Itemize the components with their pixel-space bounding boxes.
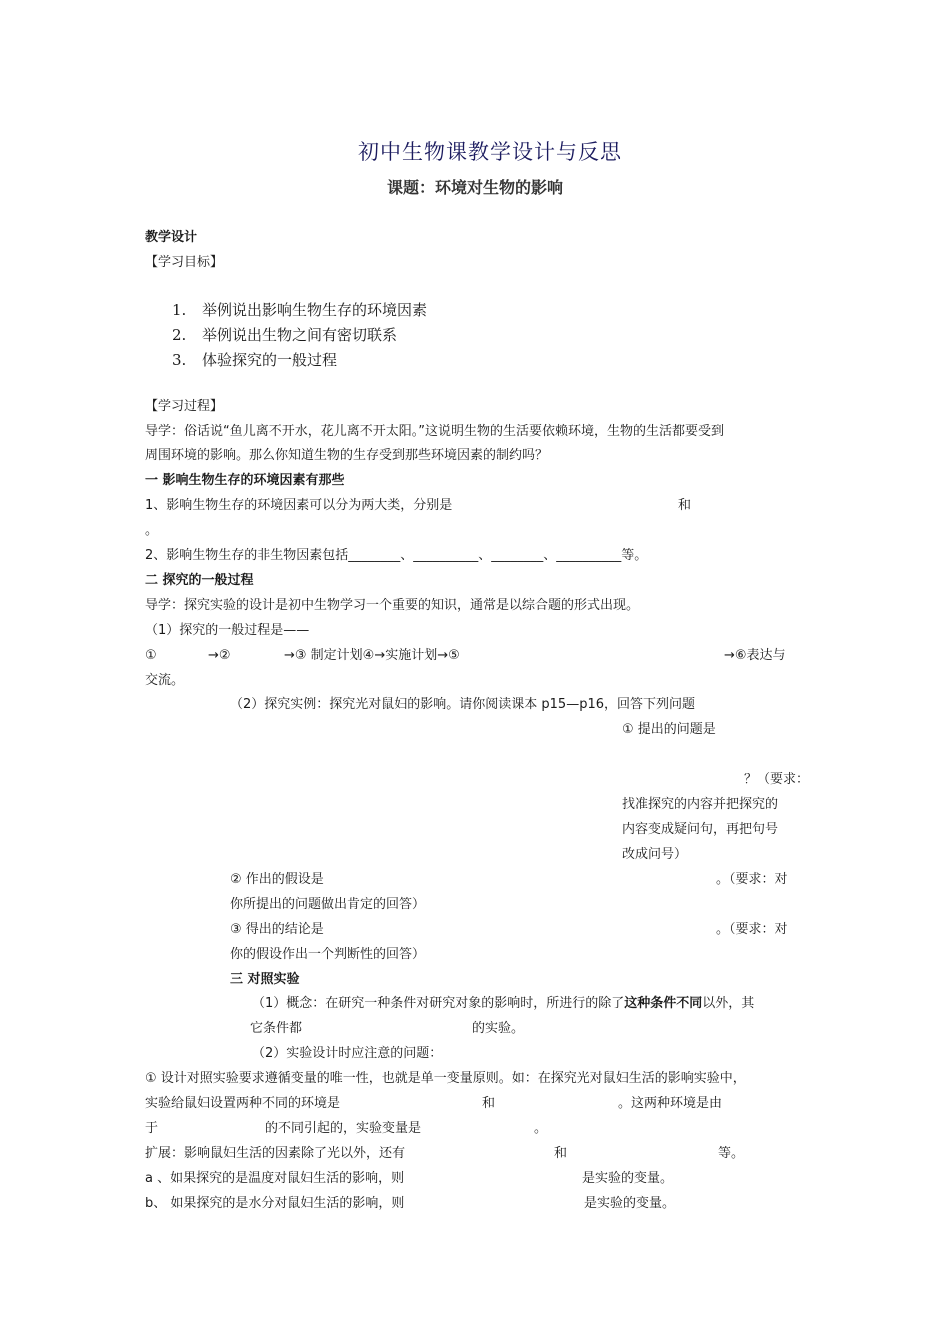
question-ask-requirement: ？（要求： [744, 772, 810, 787]
design-line-1: ① 设计对照实验要求遵循变量的唯一性，也就是单一变量原则。如：在探究光对鼠妇生活的影响实验中， [145, 1071, 746, 1086]
flow-step-2: →② [208, 648, 231, 663]
hypothesis-requirement: 。（要求：对 [716, 872, 788, 887]
goals-header: 【学习目标】 [145, 255, 224, 270]
concept-bold: 这种条件不同 [624, 996, 703, 1011]
flow-step-3: →③ 制定计划④→实施计划→⑤ [284, 648, 460, 663]
goal-text: 体验探究的一般过程 [202, 351, 338, 369]
intro-line-1: 导学：俗话说“鱼儿离不开水，花儿离不开太阳。”这说明生物的生活要依赖环境，生物的生活都要受到 [145, 424, 724, 439]
goal-number: 3. [172, 351, 187, 369]
hypothesis-requirement-2: 你所提出的问题做出肯定的回答） [230, 897, 426, 912]
goal-number: 2. [172, 326, 187, 344]
design-label: （2）实验设计时应注意的问题： [252, 1046, 443, 1061]
flow-end: 交流。 [145, 673, 185, 688]
design-line-3a: 于 [145, 1121, 159, 1136]
goal-item [172, 325, 397, 345]
extension-c: 等。 [718, 1146, 745, 1161]
concept-pre: （1）概念：在研究一种条件对研究对象的影响时，所进行的除了 [252, 996, 625, 1011]
flow-step-6: →⑥表达与 [724, 648, 786, 663]
process-header: 【学习过程】 [145, 399, 224, 414]
goal-item [172, 300, 427, 320]
design-line-2b: 和 [482, 1096, 496, 1111]
concept-line-2a: 它条件都 [250, 1021, 303, 1036]
intro-2: 导学：探究实验的设计是初中生物学习一个重要的知识，通常是以综合题的形式出现。 [145, 598, 640, 613]
concept-post: 以外，其 [702, 996, 755, 1011]
design-line-2c: 。这两种环境是由 [618, 1096, 723, 1111]
section-design-label: 教学设计 [145, 230, 198, 245]
example-label: （2）探究实例：探究光对鼠妇的影响。请你阅读课本 p15—p16，回答下列问题 [230, 697, 695, 712]
question-hypothesis: ② 作出的假设是 [230, 872, 324, 887]
intro-line-2: 周围环境的影响。那么你知道生物的生存受到那些环境因素的制约吗？ [145, 448, 549, 463]
item-b-post: 是实验的变量。 [584, 1196, 676, 1211]
item-a-pre: a 、如果探究的是温度对鼠妇生活的影响，则 [145, 1171, 405, 1186]
goal-number: 1. [172, 301, 187, 319]
part3-heading: 三 对照实验 [230, 972, 300, 987]
design-line-3b: 的不同引起的，实验变量是 [265, 1121, 422, 1136]
extension-b: 和 [554, 1146, 568, 1161]
process-steps-label: （1）探究的一般过程是—— [145, 623, 310, 638]
design-line-2a: 实验给鼠妇设置两种不同的环境是 [145, 1096, 341, 1111]
conclusion-requirement-2: 你的假设作出一个判断性的回答） [230, 947, 426, 962]
question-1-end: 。 [145, 523, 159, 538]
part1-heading: 一 影响生物生存的环境因素有那些 [145, 473, 345, 488]
question-conclusion: ③ 得出的结论是 [230, 922, 324, 937]
goal-text: 举例说出生物之间有密切联系 [202, 326, 398, 344]
concept-line-1 [252, 995, 754, 1013]
requirement-line: 找准探究的内容并把探究的 [622, 797, 779, 812]
question-2-text: 2、影响生物生存的非生物因素包括________、__________、________、__________等。 [145, 548, 648, 563]
question-ask: ① 提出的问题是 [622, 722, 716, 737]
goal-item [172, 350, 337, 370]
question-1-and: 和 [678, 498, 692, 513]
requirement-line: 改成问号） [622, 847, 688, 862]
goal-text: 举例说出影响生物生存的环境因素 [202, 301, 428, 319]
concept-line-2b: 的实验。 [472, 1021, 525, 1036]
question-1-text: 1、影响生物生存的环境因素可以分为两大类，分别是 [145, 498, 453, 513]
document-subtitle: 课题：环境对生物的影响 [386, 178, 563, 197]
item-b-pre: b、 如果探究的是水分对鼠妇生活的影响，则 [145, 1196, 405, 1211]
extension-a: 扩展：影响鼠妇生活的因素除了光以外，还有 [145, 1146, 406, 1161]
part2-heading: 二 探究的一般过程 [145, 573, 254, 588]
conclusion-requirement: 。（要求：对 [716, 922, 788, 937]
item-a-post: 是实验的变量。 [582, 1171, 674, 1186]
flow-step-1: ① [145, 648, 157, 663]
design-line-3c: 。 [534, 1121, 548, 1136]
document-title: 初中生物课教学设计与反思 [358, 140, 622, 164]
requirement-line: 内容变成疑问句，再把句号 [622, 822, 779, 837]
